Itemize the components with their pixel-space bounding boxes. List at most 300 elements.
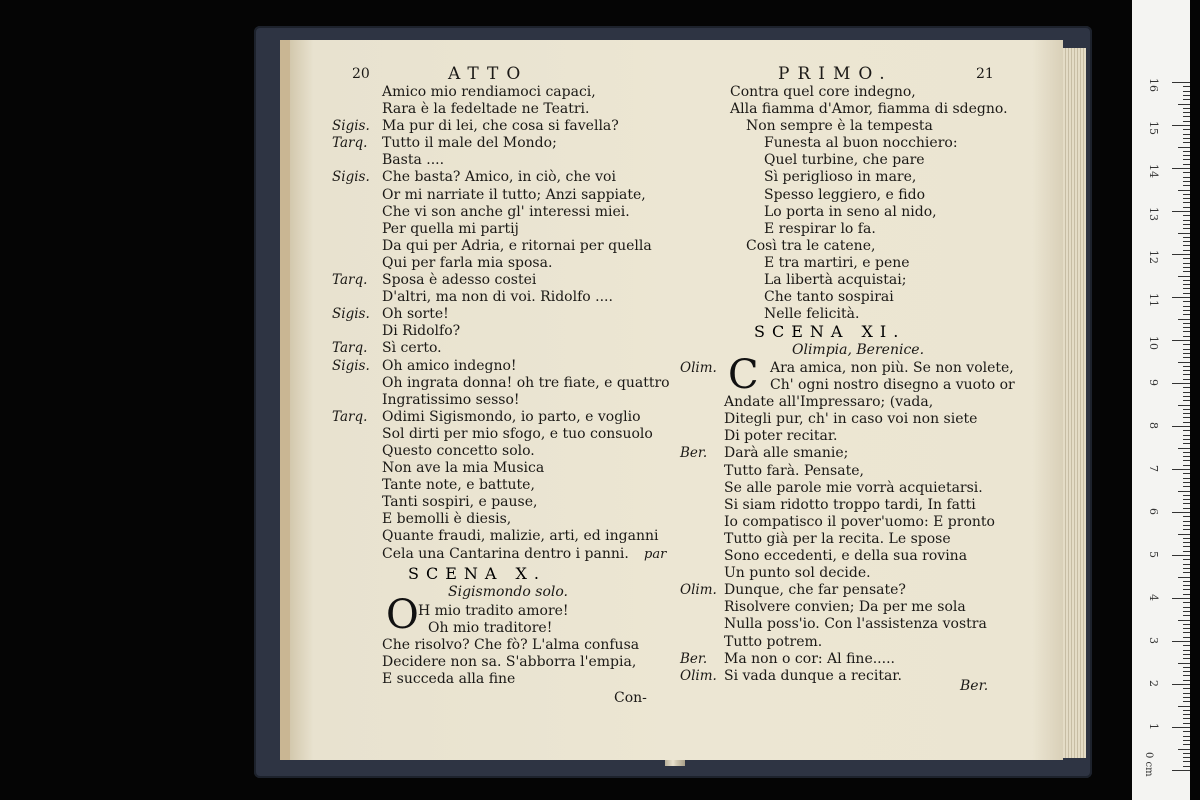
ruler-tick xyxy=(1183,241,1190,242)
line-text: E tra martiri, e pene xyxy=(764,254,910,271)
text-line xyxy=(678,634,1063,651)
ruler-tick xyxy=(1178,706,1190,707)
text-line xyxy=(678,616,1063,633)
text-line xyxy=(678,187,1063,204)
right-dialogue xyxy=(678,84,1063,323)
right-running-header: PRIMO. xyxy=(778,64,893,84)
ruler-tick xyxy=(1178,448,1190,449)
text-line xyxy=(290,255,682,272)
line-text: Cela una Cantarina dentro i panni. xyxy=(382,545,629,562)
ruler-tick xyxy=(1172,770,1190,771)
line-text: Ch' ogni nostro disegno a vuoto or xyxy=(770,377,1015,394)
ruler-tick xyxy=(1183,357,1190,358)
text-line xyxy=(290,101,682,118)
speaker-label: Ber. xyxy=(680,650,708,667)
line-text: Che basta? Amico, in ciò, che voi xyxy=(382,169,616,186)
text-line xyxy=(290,654,682,671)
text-line xyxy=(290,511,682,528)
ruler-tick xyxy=(1183,508,1190,509)
text-line xyxy=(678,497,1063,514)
text-line xyxy=(290,187,682,204)
text-line xyxy=(678,360,1063,377)
line-text: Ma pur di lei, che cosa si favella? xyxy=(382,118,619,135)
line-text: Rara è la fedeltade ne Teatri. xyxy=(382,101,590,118)
text-line xyxy=(290,375,682,392)
ruler-tick xyxy=(1178,319,1190,320)
ruler-tick xyxy=(1183,521,1190,522)
ruler-tick xyxy=(1183,237,1190,238)
ruler-tick xyxy=(1172,340,1190,341)
ruler-tick xyxy=(1183,155,1190,156)
speaker-label: Sigis. xyxy=(332,169,370,186)
speaker-label: Tarq. xyxy=(332,408,368,425)
ruler-number: 1 xyxy=(1147,723,1160,730)
ruler-tick xyxy=(1183,314,1190,315)
line-text: Oh amico indegno! xyxy=(382,357,517,374)
ruler-number: 11 xyxy=(1147,293,1160,307)
text-line xyxy=(290,358,682,375)
text-line xyxy=(678,152,1063,169)
text-line xyxy=(678,84,1063,101)
ruler-tick xyxy=(1178,233,1190,234)
right-dropcap: C xyxy=(728,352,759,398)
speaker-label: Sigis. xyxy=(332,357,370,374)
ruler-tick xyxy=(1183,306,1190,307)
ruler-tick xyxy=(1183,460,1190,461)
ruler-tick xyxy=(1183,409,1190,410)
ruler-tick xyxy=(1183,95,1190,96)
text-line xyxy=(290,443,682,460)
line-text: Tanti sospiri, e pause, xyxy=(382,494,538,511)
line-text: Ingratissimo sesso! xyxy=(382,391,520,408)
text-line xyxy=(290,340,682,357)
ruler-tick xyxy=(1183,525,1190,526)
ruler-tick xyxy=(1178,190,1190,191)
line-text: Di Ridolfo? xyxy=(382,323,461,340)
line-text: Risolvere convien; Da per me sola xyxy=(724,599,966,616)
right-catchword: Ber. xyxy=(960,678,989,694)
text-line xyxy=(678,135,1063,152)
ruler-tick xyxy=(1172,727,1190,728)
ruler-number: 15 xyxy=(1147,121,1160,135)
ruler-tick xyxy=(1183,185,1190,186)
ruler-tick xyxy=(1183,538,1190,539)
line-text: Per quella mi partij xyxy=(382,220,519,237)
ruler-tick xyxy=(1183,701,1190,702)
ruler-tick xyxy=(1183,624,1190,625)
text-line xyxy=(678,463,1063,480)
ruler-tick xyxy=(1183,482,1190,483)
ruler-tick xyxy=(1183,572,1190,573)
line-text: Quel turbine, che pare xyxy=(764,152,925,169)
ruler-tick xyxy=(1183,564,1190,565)
ruler-tick xyxy=(1183,645,1190,646)
text-line xyxy=(678,118,1063,135)
text-line xyxy=(290,477,682,494)
text-line xyxy=(678,272,1063,289)
ruler-tick xyxy=(1183,736,1190,737)
line-text: Spesso leggiero, e fido xyxy=(764,186,926,203)
line-text: Io compatisco il pover'uomo: E pronto xyxy=(724,513,995,530)
line-text: Che risolvo? Che fò? L'alma confusa xyxy=(382,637,640,654)
ruler-tick xyxy=(1183,611,1190,612)
ruler-tick xyxy=(1178,362,1190,363)
line-text: Tutto il male del Mondo; xyxy=(382,135,557,152)
line-text: Quante fraudi, malizie, arti, ed inganni xyxy=(382,528,659,545)
line-text: Tutto farà. Pensate, xyxy=(724,462,864,479)
ruler-tick xyxy=(1183,142,1190,143)
ruler-tick xyxy=(1183,396,1190,397)
line-text: Darà alle smanie; xyxy=(724,445,849,462)
right-page-number: 21 xyxy=(976,66,994,82)
line-text: Da qui per Adria, e ritornai per quella xyxy=(382,237,652,254)
line-text: Non sempre è la tempesta xyxy=(746,118,933,135)
right-scene-text xyxy=(678,360,1063,685)
ruler-tick xyxy=(1183,650,1190,651)
ruler-tick xyxy=(1183,387,1190,388)
ruler-number: 7 xyxy=(1147,465,1160,472)
left-dropcap: O xyxy=(386,592,419,638)
line-text: Tante note, e battute, xyxy=(382,477,535,494)
ruler-tick xyxy=(1183,632,1190,633)
ruler-tick xyxy=(1183,374,1190,375)
text-line xyxy=(678,289,1063,306)
ruler-number: 0 cm xyxy=(1143,752,1154,777)
text-line xyxy=(290,620,682,637)
ruler-tick xyxy=(1183,129,1190,130)
ruler-tick xyxy=(1183,688,1190,689)
right-scene-title: SCENA XI. xyxy=(754,322,906,341)
ruler-tick xyxy=(1183,245,1190,246)
ruler-tick xyxy=(1183,568,1190,569)
line-text: Si siam ridotto troppo tardi, In fatti xyxy=(724,496,976,513)
ruler-tick xyxy=(1183,607,1190,608)
ruler-tick xyxy=(1178,491,1190,492)
ruler-tick xyxy=(1183,435,1190,436)
ruler-tick xyxy=(1183,250,1190,251)
text-line xyxy=(678,599,1063,616)
ruler-tick xyxy=(1183,542,1190,543)
line-text: Lo porta in seno al nido, xyxy=(764,203,937,220)
text-line xyxy=(290,323,682,340)
text-line xyxy=(678,480,1063,497)
ruler-tick xyxy=(1183,456,1190,457)
ruler-number: 12 xyxy=(1147,250,1160,264)
text-line xyxy=(678,582,1063,599)
line-text: Contra quel core indegno, xyxy=(730,84,916,100)
ruler-tick xyxy=(1183,263,1190,264)
line-text: Si vada dunque a recitar. xyxy=(724,667,902,684)
text-line xyxy=(290,152,682,169)
line-text: Amico mio rendiamoci capaci, xyxy=(382,84,596,100)
page-edges xyxy=(1060,48,1086,758)
line-text: Nulla poss'io. Con l'assistenza vostra xyxy=(724,616,987,633)
right-page xyxy=(678,40,1063,760)
ruler-tick xyxy=(1172,684,1190,685)
text-line xyxy=(290,238,682,255)
left-catchword: Con- xyxy=(614,690,647,706)
text-line xyxy=(290,289,682,306)
ruler-tick xyxy=(1183,159,1190,160)
right-scene-persons: Olimpia, Berenice. xyxy=(792,342,925,358)
ruler-tick xyxy=(1183,392,1190,393)
line-text: Sposa è adesso costei xyxy=(382,272,537,289)
ruler-tick xyxy=(1183,284,1190,285)
ruler-tick xyxy=(1183,615,1190,616)
ruler-tick xyxy=(1183,473,1190,474)
left-dialogue xyxy=(290,84,682,563)
text-line xyxy=(678,221,1063,238)
ruler-tick xyxy=(1183,559,1190,560)
line-text: Di poter recitar. xyxy=(724,428,838,445)
ruler-tick xyxy=(1172,598,1190,599)
ruler-tick xyxy=(1183,452,1190,453)
ruler-tick xyxy=(1183,731,1190,732)
line-text: Che vi son anche gl' interessi miei. xyxy=(382,203,630,220)
ruler-tick xyxy=(1172,211,1190,212)
ruler-tick xyxy=(1183,400,1190,401)
text-line xyxy=(678,377,1063,394)
line-text: Sono eccedenti, e della sua rovina xyxy=(724,548,968,565)
text-line xyxy=(290,426,682,443)
ruler-tick xyxy=(1183,267,1190,268)
text-line xyxy=(678,565,1063,582)
ruler-tick xyxy=(1178,147,1190,148)
text-line xyxy=(678,169,1063,186)
left-scene-persons: Sigismondo solo. xyxy=(448,584,568,600)
ruler-tick xyxy=(1183,671,1190,672)
ruler-tick xyxy=(1178,620,1190,621)
ruler-tick xyxy=(1183,164,1190,165)
ruler-tick xyxy=(1183,220,1190,221)
line-text: Sì periglioso in mare, xyxy=(764,169,917,186)
line-text: Qui per farla mia sposa. xyxy=(382,254,553,271)
ruler-tick xyxy=(1183,198,1190,199)
line-text: Ditegli pur, ch' in caso voi non siete xyxy=(724,411,978,428)
ruler-tick xyxy=(1178,663,1190,664)
text-line xyxy=(290,528,682,545)
line-text: Nelle felicità. xyxy=(764,306,860,323)
ruler-tick xyxy=(1183,697,1190,698)
text-line xyxy=(290,118,682,135)
text-line xyxy=(290,204,682,221)
ruler-tick xyxy=(1183,551,1190,552)
ruler-tick xyxy=(1183,589,1190,590)
ruler-tick xyxy=(1183,379,1190,380)
ruler-tick xyxy=(1183,581,1190,582)
ruler-tick xyxy=(1183,99,1190,100)
ruler-tick xyxy=(1183,108,1190,109)
line-text: Alla fiamma d'Amor, fiamma di sdegno. xyxy=(730,101,1008,118)
ruler-tick xyxy=(1183,310,1190,311)
ruler-number: 10 xyxy=(1147,336,1160,350)
ruler-tick xyxy=(1172,512,1190,513)
text-line xyxy=(678,651,1063,668)
ruler-tick xyxy=(1172,641,1190,642)
left-running-header: ATTO xyxy=(448,64,529,84)
line-text: H mio tradito amore! xyxy=(418,603,569,619)
ruler-number: 9 xyxy=(1147,379,1160,386)
ruler-tick xyxy=(1183,331,1190,332)
ruler-tick xyxy=(1183,766,1190,767)
line-text: Ma non o cor: Al fine..... xyxy=(724,650,895,667)
text-line xyxy=(678,306,1063,323)
ruler-tick xyxy=(1183,336,1190,337)
line-text: Così tra le catene, xyxy=(746,237,876,254)
speaker-label: Olim. xyxy=(680,360,717,376)
ruler-tick xyxy=(1183,585,1190,586)
ruler-tick xyxy=(1183,714,1190,715)
speaker-label: Olim. xyxy=(680,582,717,599)
ruler-number: 14 xyxy=(1147,164,1160,178)
ruler-tick xyxy=(1172,383,1190,384)
ruler-tick xyxy=(1183,478,1190,479)
line-text: Questo concetto solo. xyxy=(382,442,535,459)
ruler-tick xyxy=(1183,628,1190,629)
line-text: Odimi Sigismondo, io parto, e voglio xyxy=(382,408,641,425)
ruler-number: 6 xyxy=(1147,508,1160,515)
text-line xyxy=(678,255,1063,272)
stage-direction: par xyxy=(644,546,667,562)
ruler-tick xyxy=(1183,465,1190,466)
ruler-tick xyxy=(1183,86,1190,87)
ruler-tick xyxy=(1183,654,1190,655)
ruler-tick xyxy=(1183,366,1190,367)
ruler-tick xyxy=(1183,658,1190,659)
text-line xyxy=(678,394,1063,411)
ruler-tick xyxy=(1183,370,1190,371)
ruler-tick xyxy=(1183,344,1190,345)
ruler-tick xyxy=(1183,112,1190,113)
ruler-number: 13 xyxy=(1147,207,1160,221)
ruler-tick xyxy=(1183,91,1190,92)
text-line xyxy=(678,514,1063,531)
text-line xyxy=(290,306,682,323)
ruler-tick xyxy=(1183,121,1190,122)
text-line xyxy=(290,409,682,426)
ruler-tick xyxy=(1183,422,1190,423)
line-text: Un punto sol decide. xyxy=(724,565,871,582)
ruler-tick xyxy=(1183,224,1190,225)
text-line xyxy=(290,671,682,688)
ruler-number: 5 xyxy=(1147,551,1160,558)
measurement-ruler xyxy=(1132,0,1190,800)
ruler-tick xyxy=(1178,405,1190,406)
ruler-tick xyxy=(1183,439,1190,440)
left-page xyxy=(280,40,682,760)
ruler-tick xyxy=(1183,151,1190,152)
text-line xyxy=(290,637,682,654)
ruler-tick xyxy=(1183,753,1190,754)
ruler-tick xyxy=(1183,718,1190,719)
ruler-tick xyxy=(1183,499,1190,500)
line-text: La libertà acquistai; xyxy=(764,272,907,289)
ruler-tick xyxy=(1183,116,1190,117)
line-text: Sì certo. xyxy=(382,340,442,357)
ruler-tick xyxy=(1178,577,1190,578)
line-text: Non ave la mia Musica xyxy=(382,460,545,477)
line-text: Se alle parole mie vorrà acquietarsi. xyxy=(724,479,983,496)
ruler-tick xyxy=(1183,353,1190,354)
line-text: Tutto già per la recita. Le spose xyxy=(724,530,951,547)
ruler-tick xyxy=(1183,740,1190,741)
ruler-tick xyxy=(1183,637,1190,638)
line-text: E respirar lo fa. xyxy=(764,220,876,237)
line-text: Andate all'Impressaro; (vada, xyxy=(724,394,934,411)
ruler-tick xyxy=(1183,134,1190,135)
ruler-number: 3 xyxy=(1147,637,1160,644)
text-line xyxy=(678,101,1063,118)
ruler-tick xyxy=(1183,172,1190,173)
speaker-label: Tarq. xyxy=(332,340,368,357)
ruler-tick xyxy=(1183,495,1190,496)
ruler-tick xyxy=(1183,228,1190,229)
ruler-tick xyxy=(1183,693,1190,694)
ruler-tick xyxy=(1183,194,1190,195)
line-text: Oh ingrata donna! oh tre fiate, e quattro xyxy=(382,374,670,391)
ruler-number: 4 xyxy=(1147,594,1160,601)
ruler-tick xyxy=(1183,486,1190,487)
text-line xyxy=(290,392,682,409)
ruler-tick xyxy=(1172,168,1190,169)
text-line xyxy=(290,494,682,511)
left-page-number: 20 xyxy=(352,66,370,82)
text-line xyxy=(290,221,682,238)
ruler-tick xyxy=(1172,125,1190,126)
text-line xyxy=(678,445,1063,462)
line-text: Oh sorte! xyxy=(382,306,449,323)
ruler-tick xyxy=(1183,323,1190,324)
ruler-tick xyxy=(1183,293,1190,294)
ruler-tick xyxy=(1172,297,1190,298)
ruler-tick xyxy=(1183,215,1190,216)
line-text: Che tanto sospirai xyxy=(764,289,894,306)
ruler-tick xyxy=(1183,271,1190,272)
ruler-tick xyxy=(1183,207,1190,208)
line-text: E succeda alla fine xyxy=(382,671,516,688)
ruler-tick xyxy=(1183,667,1190,668)
speaker-label: Ber. xyxy=(680,445,708,462)
text-line xyxy=(290,603,682,620)
ruler-tick xyxy=(1183,202,1190,203)
ruler-tick xyxy=(1172,469,1190,470)
line-text: Sol dirti per mio sfogo, e tuo consuolo xyxy=(382,425,653,442)
ruler-tick xyxy=(1183,327,1190,328)
ruler-tick xyxy=(1178,104,1190,105)
ruler-tick xyxy=(1183,723,1190,724)
line-text: Ara amica, non più. Se non volete, xyxy=(770,360,1014,376)
ruler-tick xyxy=(1183,177,1190,178)
line-text: Tutto potrem. xyxy=(724,633,823,650)
text-line xyxy=(678,548,1063,565)
line-text: E bemolli è diesis, xyxy=(382,511,512,528)
ruler-tick xyxy=(1183,443,1190,444)
ruler-tick xyxy=(1172,426,1190,427)
ruler-tick xyxy=(1183,744,1190,745)
text-line xyxy=(678,411,1063,428)
speaker-label: Tarq. xyxy=(332,135,368,152)
ruler-tick xyxy=(1183,680,1190,681)
ruler-tick xyxy=(1183,280,1190,281)
line-text: D'altri, ma non di voi. Ridolfo .... xyxy=(382,289,613,306)
ruler-tick xyxy=(1183,417,1190,418)
ruler-tick xyxy=(1172,254,1190,255)
ruler-number: 16 xyxy=(1147,78,1160,92)
line-text: Or mi narriate il tutto; Anzi sappiate, xyxy=(382,186,646,203)
ruler-tick xyxy=(1183,710,1190,711)
ruler-tick xyxy=(1178,534,1190,535)
line-text: Basta .... xyxy=(382,152,445,169)
